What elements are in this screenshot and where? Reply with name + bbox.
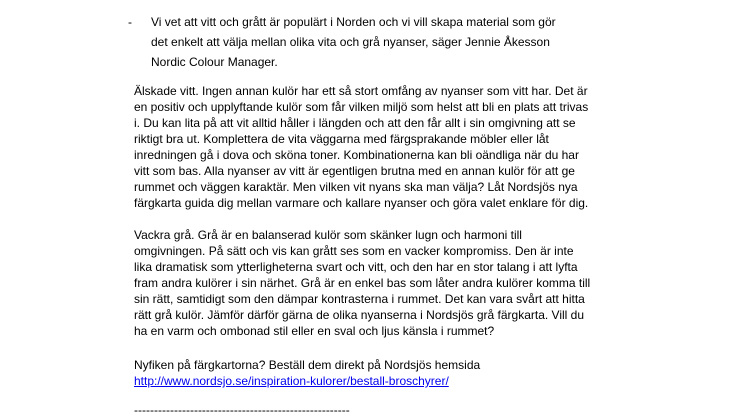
paragraph-line: färgkarta guida dig mellan varmare och kallare nyanser och göra valet enklare för dig.	[134, 196, 589, 210]
paragraph-line: sin rätt, samtidigt som den dämpar kontrasterna i rummet. Det kan vara svårt att hitta	[134, 292, 585, 306]
paragraph-line: vitt som bas. Alla nyanser av vitt är egentligen brutna med en annan kulör för att ge	[134, 164, 575, 178]
quote-line: Vi vet att vitt och grått är populärt i Norden och vi vill skapa material som gör	[151, 15, 556, 29]
paragraph-line: fram andra kulörer i sin närhet. Grå är en enkel bas som låter andra kulörer komma till	[134, 276, 591, 290]
paragraph-line: en positiv och upplyftande kulör som får vilken miljö som helst att bli en plats att trivas	[134, 100, 589, 114]
paragraph-line: Vackra grå. Grå är en balanserad kulör som skänker lugn och harmoni till	[134, 228, 522, 242]
paragraph-line: inredningen gå i dova och sköna toner. Kombinationerna kan bli oändliga när du har	[134, 148, 579, 162]
bullet-dash: -	[128, 15, 132, 29]
paragraph-line: ha en varm och ombonad stil eller en sval och ljus känsla i rummet?	[134, 324, 495, 338]
paragraph-line: i. Du kan lita på att vit alltid håller i längden och att den får allt i sin omgivning att se	[134, 116, 576, 130]
paragraph-line: rätt grå kulör. Jämför därför gärna de olika nyanserna i Nordsjös grå färgkarta. Vill du	[134, 308, 584, 322]
separator-line: ------------------------------------------------------	[134, 403, 350, 417]
paragraph-line: omgivningen. På sätt och vis kan grått ses som en vacker kompromiss. Den är inte	[134, 244, 574, 258]
paragraph-line: riktigt bra ut. Komplettera de vita väggarna med färgsprakande möbler eller låt	[134, 132, 549, 146]
paragraph-line: Älskade vitt. Ingen annan kulör har ett så stort omfång av nyanser som vitt har. Det är	[134, 84, 588, 98]
quote-line: Nordic Colour Manager.	[151, 55, 278, 69]
paragraph-line: rummet och väggen karaktär. Men vilken vit nyans ska man välja? Låt Nordsjös nya	[134, 180, 578, 194]
brochure-link[interactable]: http://www.nordsjo.se/inspiration-kulorer/bestall-broschyrer/	[134, 374, 449, 388]
quote-line: det enkelt att välja mellan olika vita och grå nyanser, säger Jennie Åkesson	[151, 35, 550, 49]
cta-text: Nyfiken på färgkartorna? Beställ dem direkt på Nordsjös hemsida	[134, 358, 481, 372]
paragraph-line: lika dramatisk som ytterligheterna svart och vitt, och den har en stor talang i att lyfta	[134, 260, 578, 274]
